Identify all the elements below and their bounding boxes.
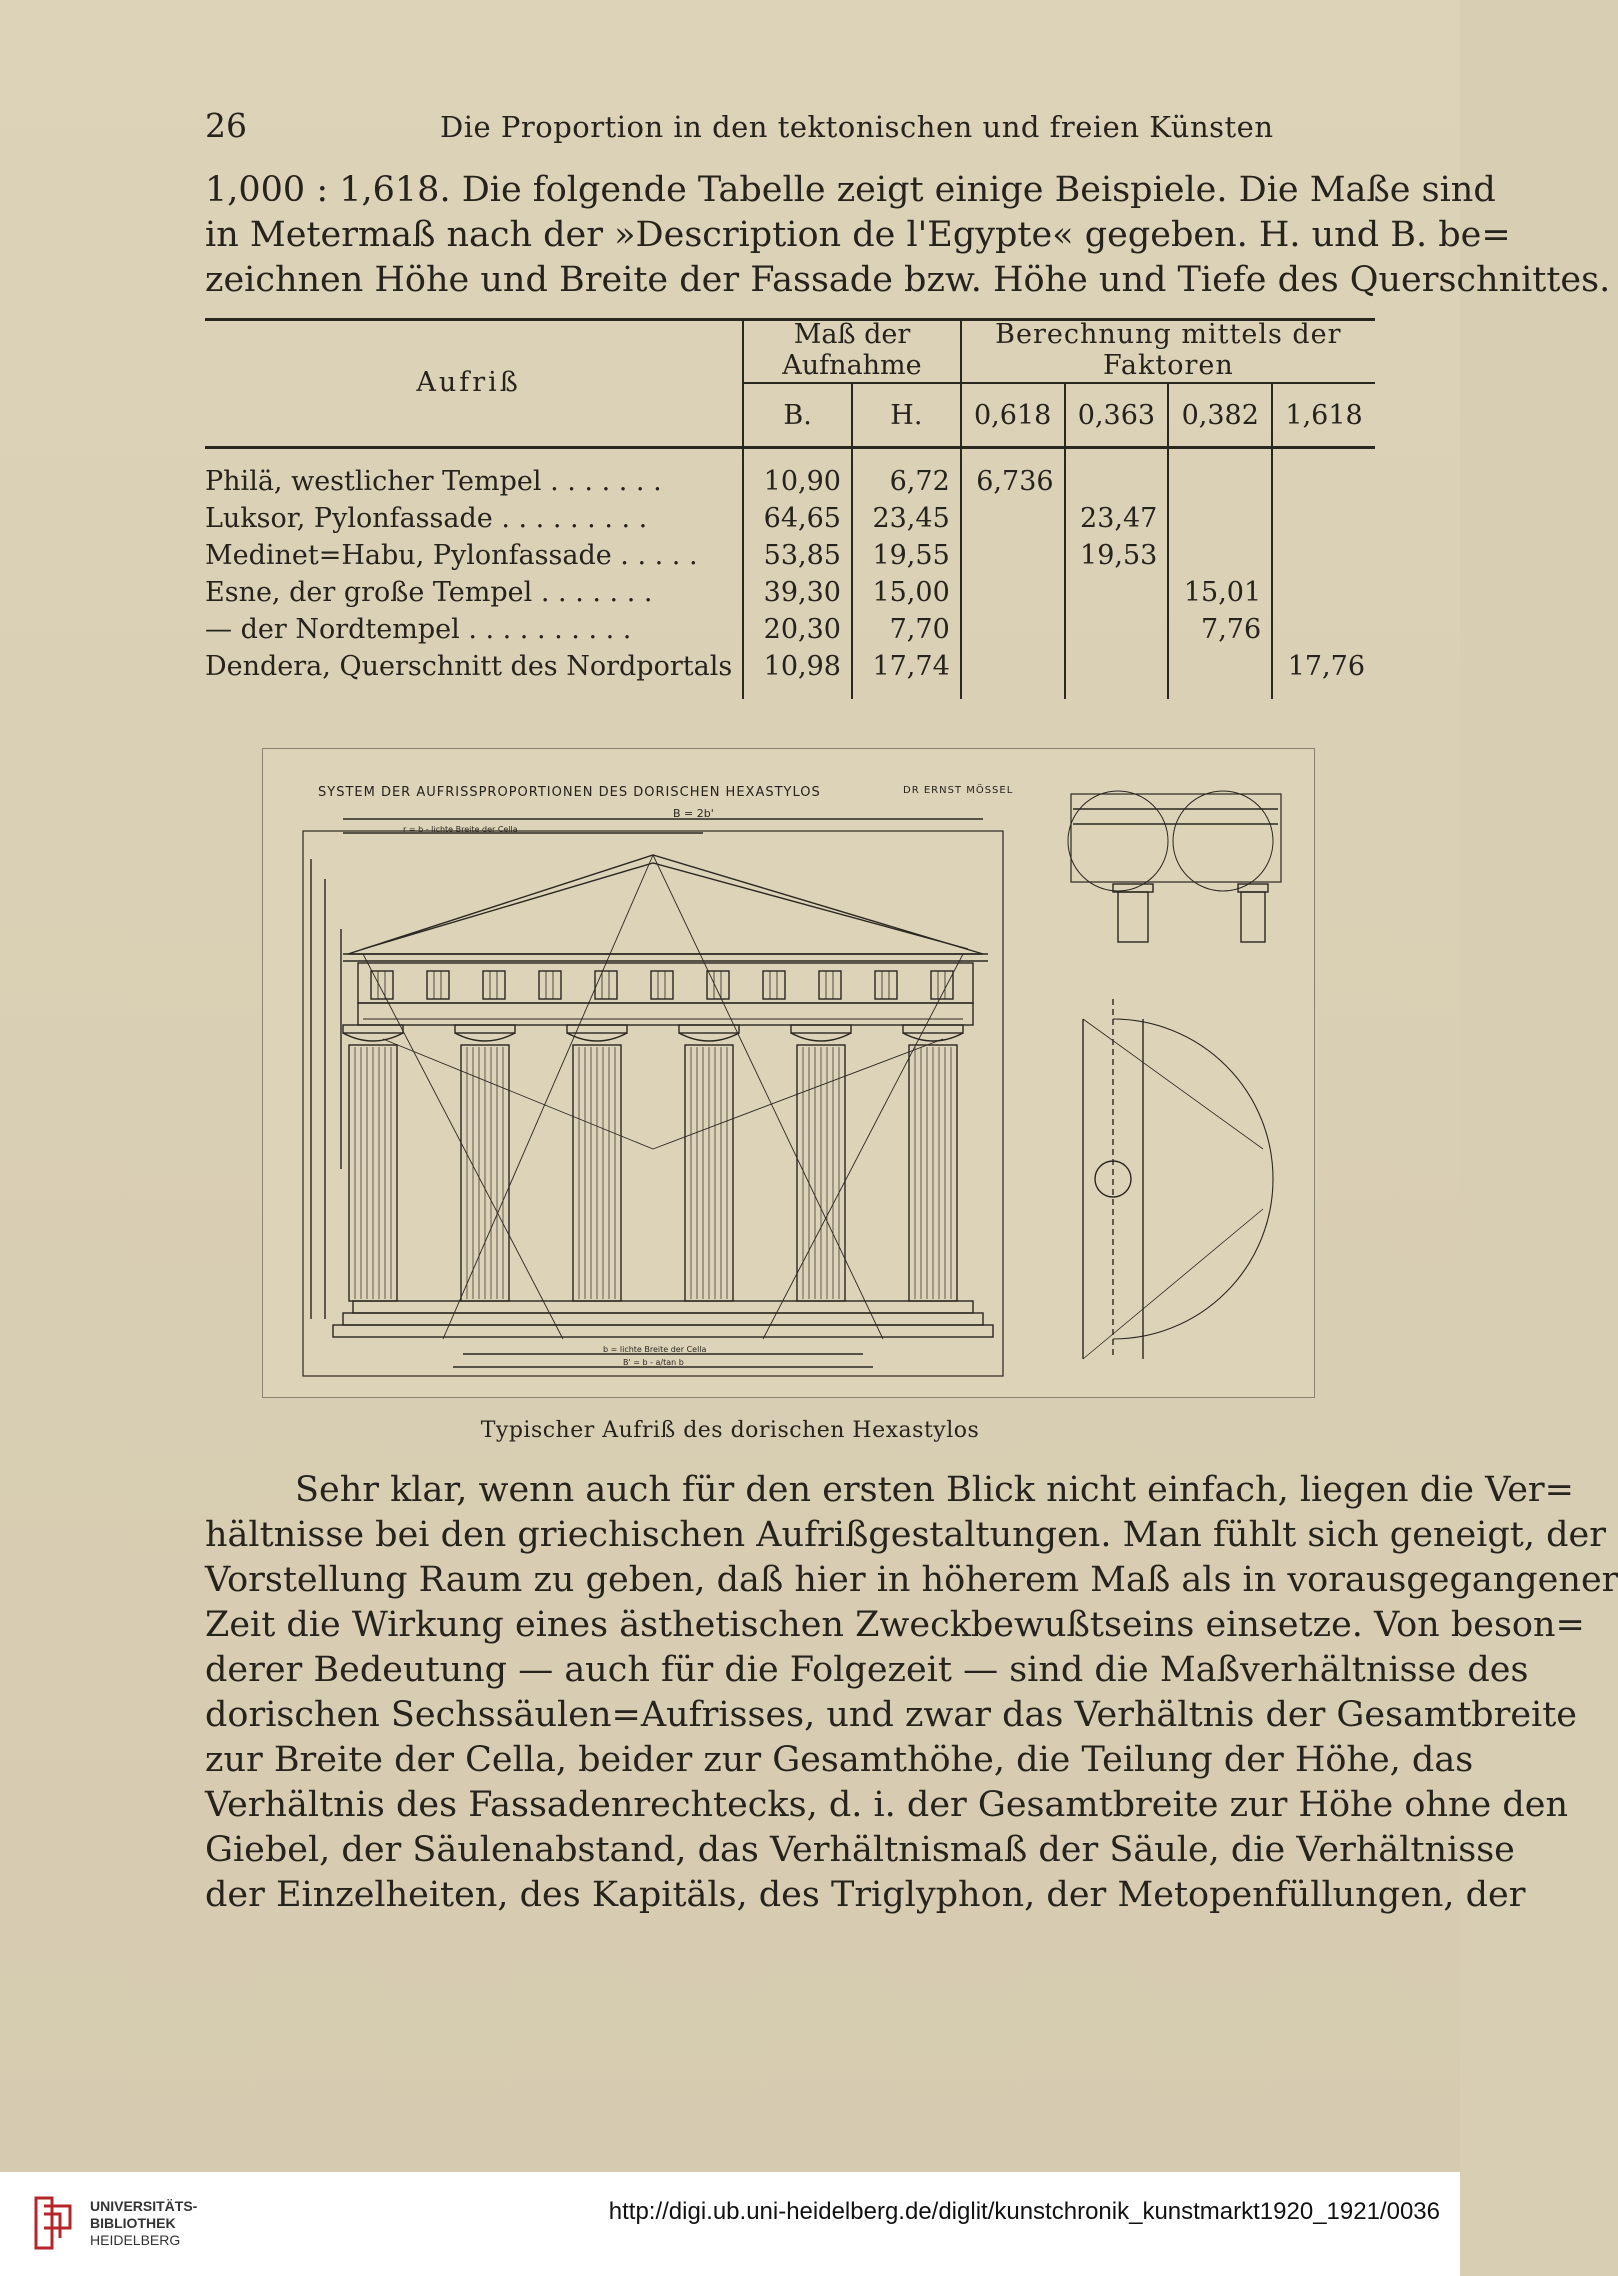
text-line: derer Bedeutung — auch für die Folgezeit — sind die Maßverhältnisse des <box>205 1650 1529 1690</box>
table-row: Dendera, Querschnitt des Nordportals 10,98 17,74 17,76 <box>205 648 1375 685</box>
source-url-link[interactable]: http://digi.ub.uni-heidelberg.de/diglit/kunstchronik_kunstmarkt1920_1921/0036 <box>608 2198 1440 2225</box>
figure-caption: Typischer Aufriß des dorischen Hexastylos <box>480 1418 980 1443</box>
text-line: der Einzelheiten, des Kapitäls, des Triglyphon, der Metopenfüllungen, der <box>205 1875 1526 1915</box>
text-line: Zeit die Wirkung eines ästhetischen Zweckbewußtseins einsetze. Von beson= <box>205 1605 1585 1645</box>
dim-top-label: B = 2b' <box>673 807 714 820</box>
text-line: in Metermaß nach der »Description de l'Egypte« gegeben. H. und B. be= <box>205 215 1511 255</box>
sub-header-f2: 0,363 <box>1065 383 1169 448</box>
figure-author: DR ERNST MÖSSEL <box>903 785 1014 796</box>
group-header-aufnahme: Maß der Aufnahme <box>743 318 961 383</box>
table-row: Medinet=Habu, Pylonfassade . . . . . 53,85 19,55 19,53 <box>205 537 1375 574</box>
proportion-table <box>205 318 1375 699</box>
col-header-aufriss: Aufriß <box>416 366 521 398</box>
text-line: hältnisse bei den griechischen Aufrißgestaltungen. Man fühlt sich geneigt, der <box>205 1515 1606 1555</box>
temple-elevation-drawing <box>263 749 1314 1397</box>
figure-title: SYSTEM DER AUFRISSPROPORTIONEN DES DORISCHEN HEXASTYLOS <box>318 785 821 800</box>
paragraph-main <box>205 1468 1618 1918</box>
text-line: Vorstellung Raum zu geben, daß hier in höherem Maß als in vorausgegangener <box>205 1560 1618 1600</box>
text-line: dorischen Sechssäulen=Aufrisses, und zwar das Verhältnis der Gesamtbreite <box>205 1695 1578 1735</box>
page-header <box>205 106 1375 156</box>
sub-header-f1: 0,618 <box>961 383 1065 448</box>
dim-bottom-label-1: b = lichte Breite der Cella <box>603 1345 707 1354</box>
sub-header-h: H. <box>852 383 961 448</box>
hexastylos-diagram <box>262 748 1315 1398</box>
table-row: Esne, der große Tempel . . . . . . . 39,30 15,00 15,01 <box>205 574 1375 611</box>
dim-cella-label: r = b - lichte Breite der Cella <box>403 825 518 834</box>
dim-bottom-label-2: B' = b - a/tan b <box>623 1358 684 1367</box>
text-line: Verhältnis des Fassadenrechtecks, d. i. der Gesamtbreite zur Höhe ohne den <box>205 1785 1569 1825</box>
library-name: UNIVERSITÄTS- BIBLIOTHEK HEIDELBERG <box>90 2198 198 2248</box>
page-number: 26 <box>205 106 247 145</box>
sub-header-b: B. <box>743 383 852 448</box>
table-row: — der Nordtempel . . . . . . . . . . 20,30 7,70 7,76 <box>205 611 1375 648</box>
text-line: Giebel, der Säulenabstand, das Verhältnismaß der Säule, die Verhältnisse <box>205 1830 1515 1870</box>
text-line: 1,000 : 1,618. Die folgende Tabelle zeigt einige Beispiele. Die Maße sind <box>205 170 1496 210</box>
text-line: zur Breite der Cella, beider zur Gesamthöhe, die Teilung der Höhe, das <box>205 1740 1474 1780</box>
paragraph-intro <box>205 168 1611 303</box>
running-title: Die Proportion in den tektonischen und freien Künsten <box>440 110 1274 144</box>
sub-header-f3: 0,382 <box>1168 383 1272 448</box>
table-row: Philä, westlicher Tempel . . . . . . . 10,90 6,72 6,736 <box>205 463 1375 500</box>
library-footer <box>0 2172 1460 2276</box>
group-header-faktoren: Berechnung mittels der Faktoren <box>961 318 1375 383</box>
table-row: Luksor, Pylonfassade . . . . . . . . . 64,65 23,45 23,47 <box>205 500 1375 537</box>
library-logo-icon <box>30 2194 78 2252</box>
text-line: zeichnen Höhe und Breite der Fassade bzw. Höhe und Tiefe des Querschnittes. <box>205 260 1611 300</box>
text-line: Sehr klar, wenn auch für den ersten Blick nicht einfach, liegen die Ver= <box>295 1470 1574 1510</box>
sub-header-f4: 1,618 <box>1272 383 1375 448</box>
